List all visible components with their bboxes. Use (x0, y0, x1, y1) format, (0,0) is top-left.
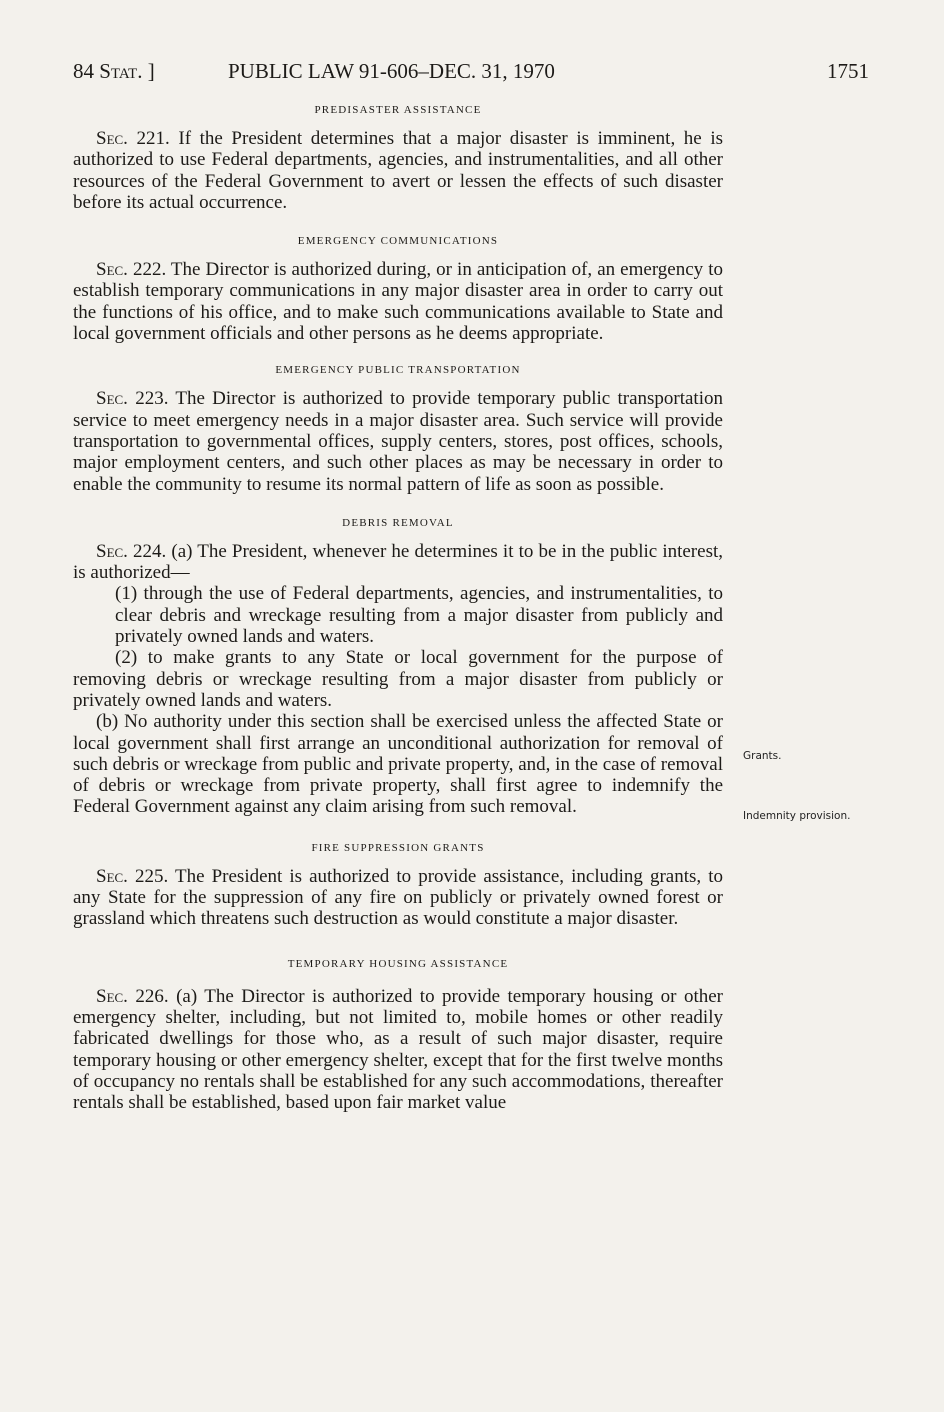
margin-note-grants: Grants. (743, 750, 782, 762)
running-header (73, 56, 869, 86)
section-221-paragraph: Sec. 221. If the President determines that a major disaster is imminent, he is authorized to use Federal departments, agencies, and instrumentalities, and all other resources of the Federal Government to avert or lessen the effects of such disaster before its actual occurrence. (73, 128, 723, 213)
body-text (73, 102, 723, 1113)
page-number: 1751 (827, 59, 869, 83)
section-224a2-paragraph: (2) to make grants to any State or local government for the purpose of removing debris or wreckage resulting from a major disaster from publicly or privately owned lands and waters. (73, 647, 723, 711)
section-heading-debris: DEBRIS REMOVAL (342, 516, 454, 529)
section-heading-communications: EMERGENCY COMMUNICATIONS (297, 235, 499, 248)
section-223-paragraph: Sec. 223. The Director is authorized to provide temporary public transportation service to meet emergency needs in a major disaster area. Such service will provide transportation to governmental offices, supply centers, stores, post offices, schools, major employment centers, and such other places as may be necessary in order to enable the community to resume its normal pattern of life as soon as possible. (73, 388, 723, 495)
section-222-paragraph: Sec. 222. The Director is authorized during, or in anticipation of, an emergency to establish temporary communications in any major disaster area in order to carry out the functions of his office, and to make such communications available to State and local government officials and other persons as he deems appropriate. (73, 259, 723, 345)
law-title: PUBLIC LAW 91-606–DEC. 31, 1970 (228, 59, 555, 83)
margin-note-indemnity: Indemnity provision. (743, 810, 851, 822)
section-225-paragraph: Sec. 225. The President is authorized to provide assistance, including grants, to any State for the suppression of any fire on publicly or privately owned forest or grassland which threatens such destruction as would constitute a major disaster. (73, 865, 723, 930)
section-224a-paragraph: Sec. 224. (a) The President, whenever he determines it to be in the public interest, is authorized— (73, 540, 723, 584)
section-224b-paragraph: (b) No authority under this section shall be exercised unless the affected State or local government shall first arrange an unconditional authorization for removal of such debris or wreckage from public and private property, and, in the case of removal of debris or wreckage from private property, shall first agree to indemnify the Federal Government against any claim arising from such removal. (73, 711, 723, 818)
section-heading-transportation: EMERGENCY PUBLIC TRANSPORTATION (275, 364, 521, 377)
section-heading-predisaster: PREDISASTER ASSISTANCE (314, 104, 482, 116)
statute-reference: 84 Stat. ] (73, 59, 155, 83)
section-heading-fire: FIRE SUPPRESSION GRANTS (311, 841, 485, 854)
section-224a1-paragraph: (1) through the use of Federal departments, agencies, and instrumentalities, to clear debris and wreckage resulting from a major disaster from publicly and privately owned lands and waters. (115, 583, 723, 648)
section-heading-housing: TEMPORARY HOUSING ASSISTANCE (287, 957, 509, 970)
section-226-paragraph: Sec. 226. (a) The Director is authorized to provide temporary housing or other emergency shelter, including, but not limited to, mobile homes or other readily fabricated dwellings for those who, as a result of such major disaster, require temporary housing or other emergency shelter, except that for the first twelve months of occupancy no rentals shall be established for any such accommodations, thereafter rentals shall be established, based upon fair market value (73, 985, 723, 1114)
